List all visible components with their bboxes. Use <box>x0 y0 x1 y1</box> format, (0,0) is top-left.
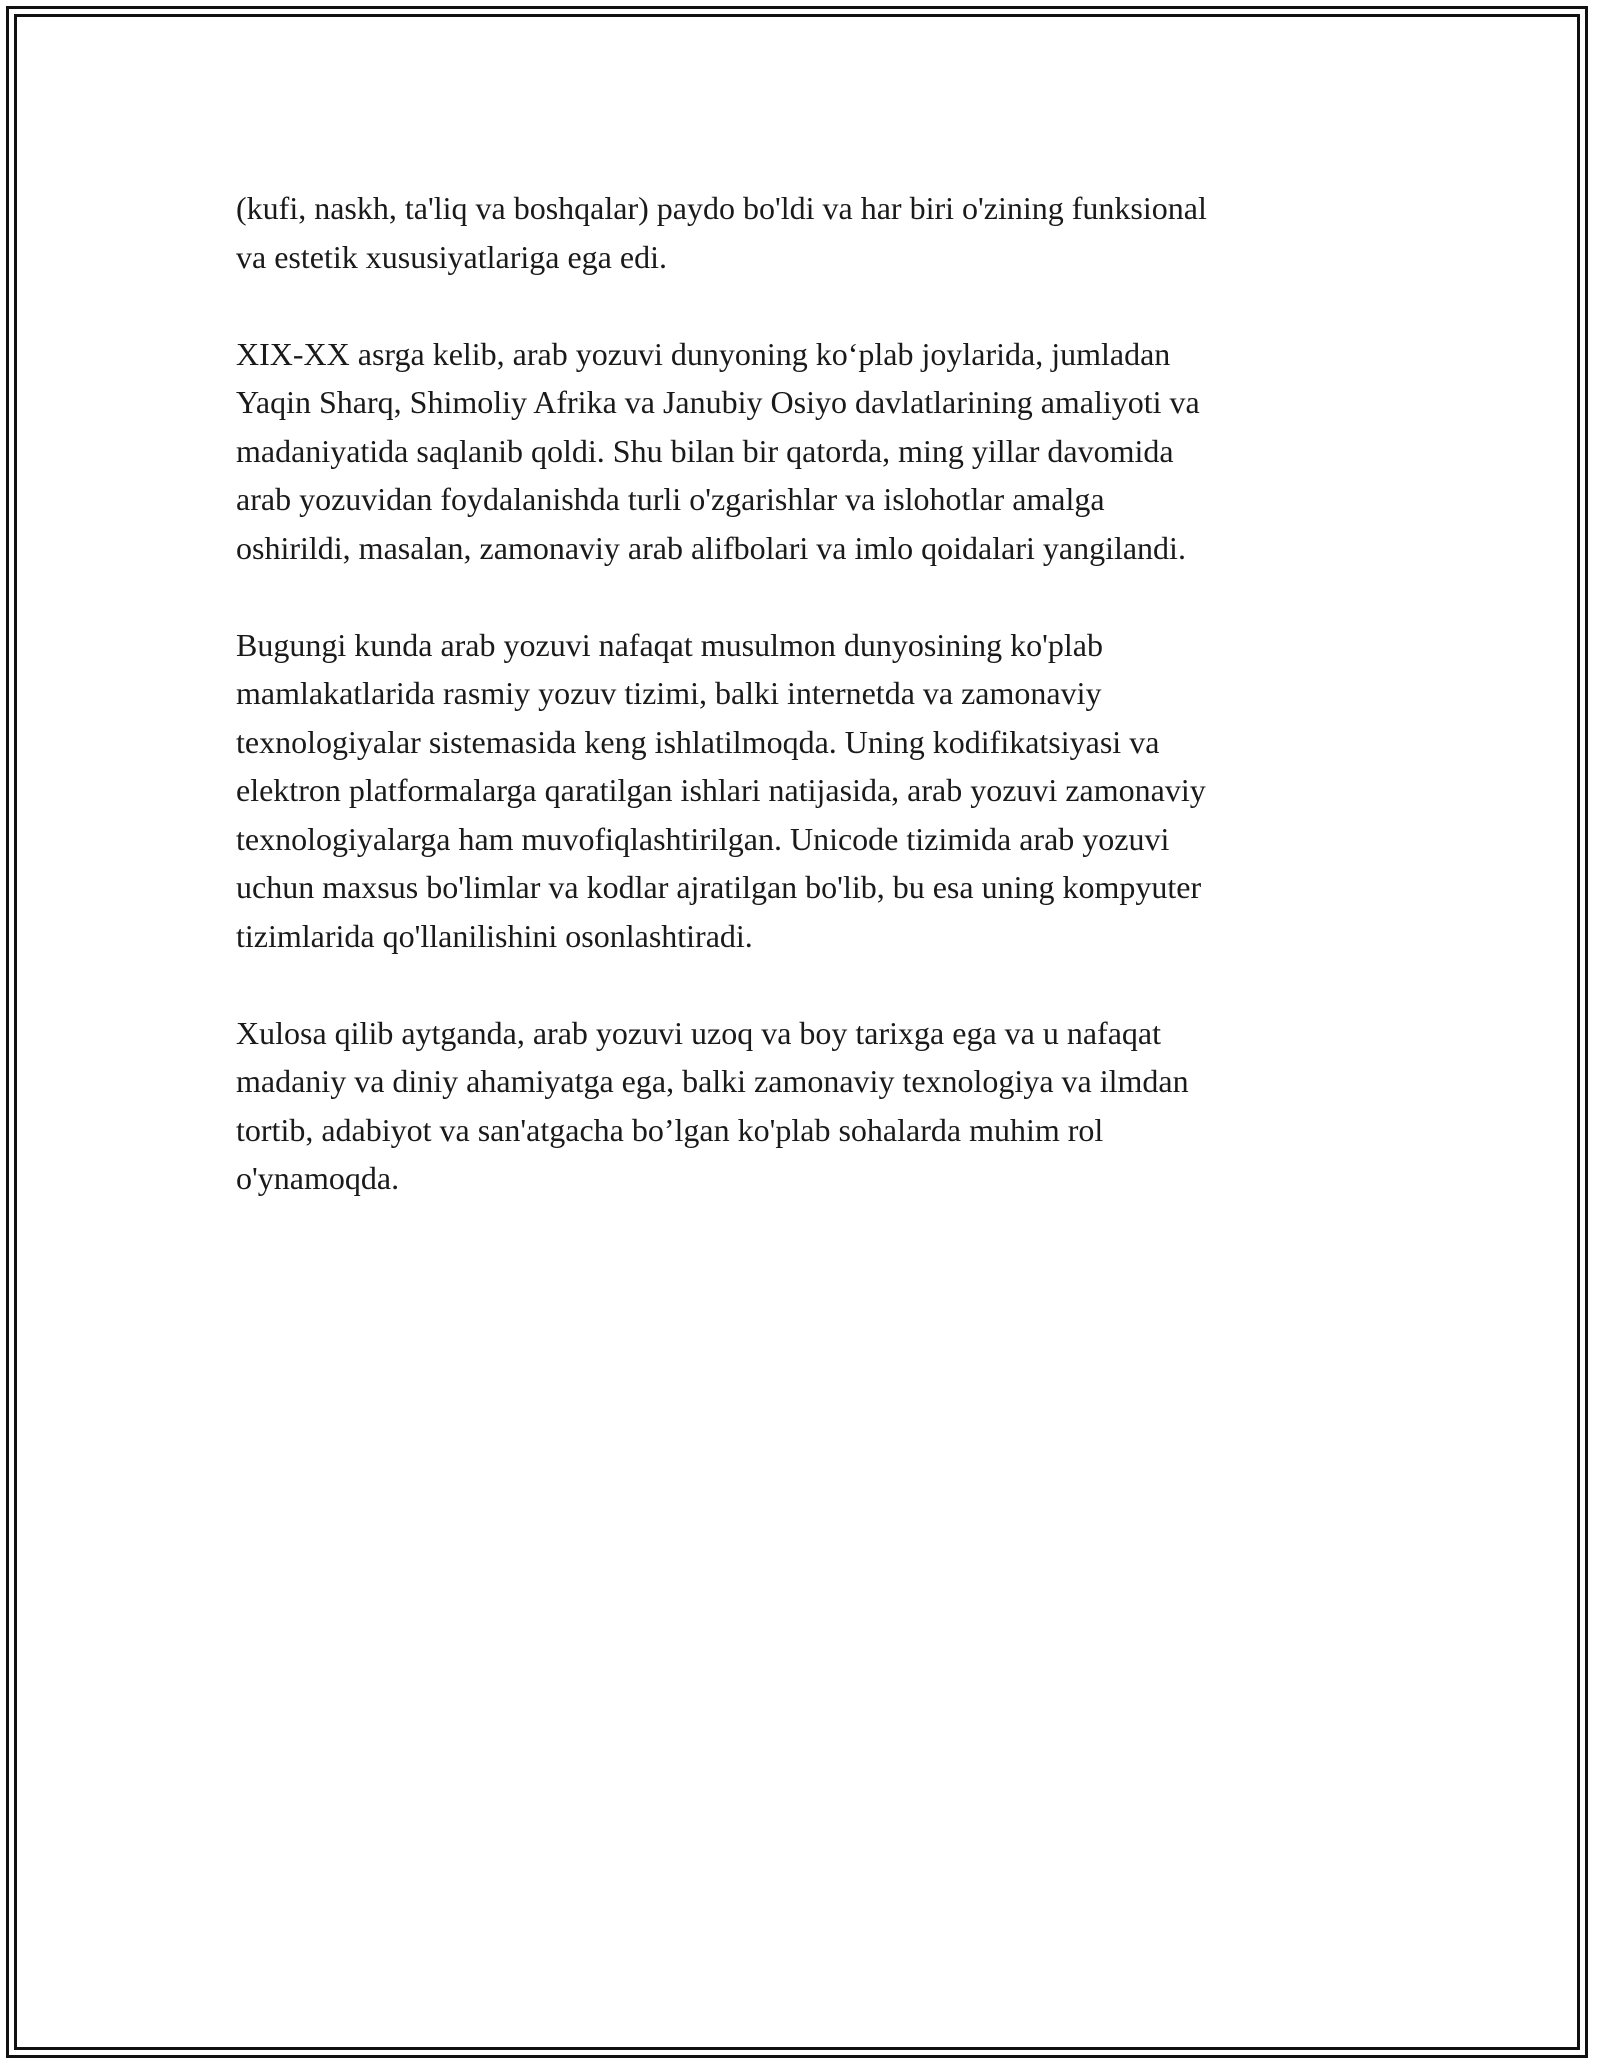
paragraph-script-styles: (kufi, naskh, ta'liq va boshqalar) paydo bo'ldi va har biri o'zining funksional va estetik xususiyatlariga ega edi. <box>236 190 1207 275</box>
paragraph-conclusion: Xulosa qilib aytganda, arab yozuvi uzoq va boy tarixga ega va u nafaqat madaniy va diniy ahamiyatga ega, balki zamonaviy texnologiya va ilmdan tortib, adabiyot va san'atgacha bo’lgan ko'plab sohalarda muhim rol o'ynamoqda. <box>236 1014 1189 1196</box>
document-body <box>236 184 1376 1251</box>
paragraph-19th-20th-century: XIX-XX asrga kelib, arab yozuvi dunyoning ko‘plab joylarida, jumladan Yaqin Sharq, Shimoliy Afrika va Janubiy Osiyo davlatlarining amaliyoti va madaniyatida saqlanib qoldi. Shu bilan bir qatorda, ming yillar davomida arab yozuvidan foydalanishda turli o'zgarishlar va islohotlar amalga oshirildi, masalan, zamonaviy arab alifbolari va imlo qoidalari yangilandi. <box>236 335 1200 566</box>
paragraph-modern-usage: Bugungi kunda arab yozuvi nafaqat musulmon dunyosining ko'plab mamlakatlarida rasmiy yozuv tizimi, balki internetda va zamonaviy texnologiyalar sistemasida keng ishlatilmoqda. Uning kodifikatsiyasi va elektron platformalarga qaratilgan ishlari natijasida, arab yozuvi zamonaviy texnologiyalarga ham muvofiqlashtirilgan. Unicode tizimida arab yozuvi uchun maxsus bo'limlar va kodlar ajratilgan bo'lib, bu esa uning kompyuter tizimlarida qo'llanilishini osonlashtiradi. <box>236 626 1206 954</box>
